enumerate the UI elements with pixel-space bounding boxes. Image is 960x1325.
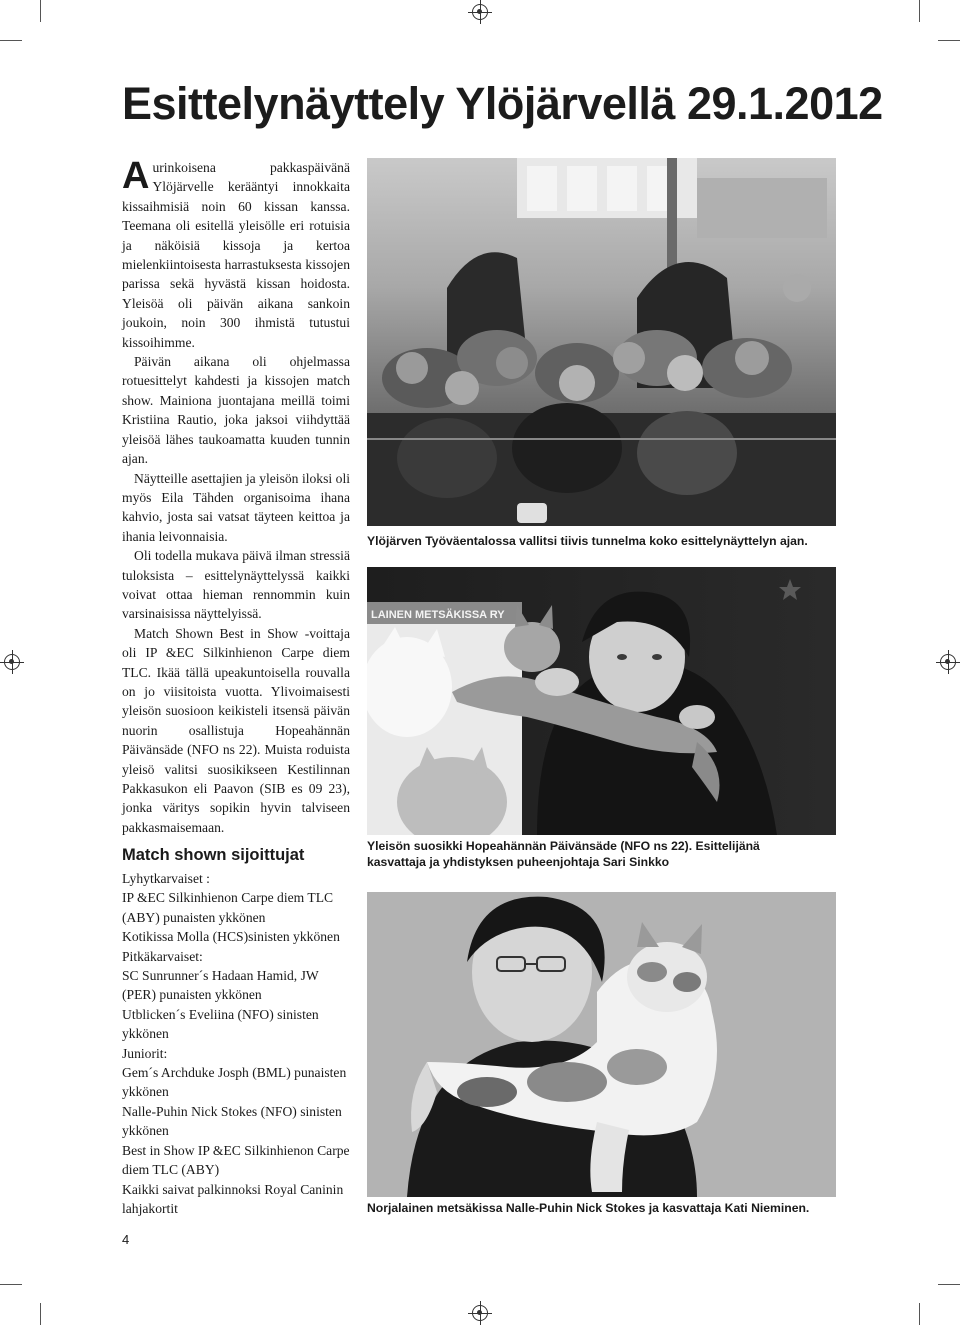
crop-mark — [919, 0, 920, 22]
registration-mark-icon — [472, 1305, 488, 1321]
page-title: Esittelynäyttely Ylöjärvellä 29.1.2012 — [122, 78, 883, 129]
article-paragraph-text: urinkoisena pakkaspäivänä Ylöjärvelle kerääntyi innokkaita kissaihmisiä noin 60 kissan kanssa. Teemana oli esitellä yleisölle eri rotuisia ja näköisiä kissoja ja kertoa mielenkiintoisesta harrastuksesta kissojen parissa sekä hyvästä kissan hoidosta. Yleisöä oli päivän aikana sankoin joukoin, noin 300 ihmistä tutustui kissoihimme. — [122, 160, 350, 350]
page-number: 4 — [122, 1232, 130, 1247]
crop-mark — [938, 1284, 960, 1285]
list-item: Nalle-Puhin Nick Stokes (NFO) sinisten ykkönen — [122, 1103, 342, 1139]
list-item: Gem´s Archduke Josph (BML) punaisten ykkönen — [122, 1065, 347, 1100]
list-item: Utblicken´s Eveliina (NFO) sinisten ykkönen — [122, 1006, 319, 1042]
crop-mark — [938, 40, 960, 41]
results-list — [122, 869, 352, 1218]
photo-kitten-presentation — [367, 567, 836, 835]
crop-mark — [40, 0, 41, 22]
registration-mark-icon — [940, 654, 956, 670]
photo-caption: Ylöjärven Työväentalossa vallitsi tiivis tunnelma koko esittelynäyttelyn ajan. — [367, 534, 808, 548]
article-paragraph: Näytteille asettajien ja yleisön iloksi oli myös Eila Tähden organisoima ihana kahvio, josta sai vatsat täyteen keittoa ja ihania leivonnaisia. — [122, 470, 350, 544]
list-item: Lyhytkarvaiset : — [122, 871, 210, 886]
photo-audience-hall — [367, 158, 836, 526]
list-item: IP &EC Silkinhienon Carpe diem TLC — [122, 890, 334, 906]
photo-forest-cat — [367, 892, 836, 1197]
drop-cap: A — [122, 155, 150, 197]
registration-mark-icon — [472, 4, 488, 20]
photo-caption: Yleisön suosikki Hopeahännän Päivänsäde (NFO ns 22). Esittelijänä kasvattaja ja yhdistyksen puheenjohtaja Sari Sinkko — [367, 839, 760, 869]
list-item: Kaikki saivat palkinnoksi Royal Caninin lahjakortit — [122, 1181, 344, 1216]
list-item: Kotikissa Molla (HCS)sinisten ykkönen — [122, 929, 340, 945]
list-item: Pitkäkarvaiset: — [122, 948, 203, 964]
list-item: (ABY) punaisten ykkönen — [122, 909, 266, 925]
crop-mark — [0, 40, 22, 41]
article-paragraph: Oli todella mukava päivä ilman stressiä tuloksista – esittelynäyttelyssä kaikki voivat ottaa hieman rennommin kuin varsinaisissa näyttelyissä. — [122, 548, 350, 622]
photo-caption: Norjalainen metsäkissa Nalle-Puhin Nick Stokes ja kasvattaja Kati Nieminen. — [367, 1201, 810, 1215]
registration-mark-icon — [4, 654, 20, 670]
list-item: Best in Show IP &EC Silkinhienon Carpe diem TLC (ABY) — [122, 1142, 350, 1178]
crop-mark — [919, 1303, 920, 1325]
results-heading: Match shown sijoittujat — [122, 846, 305, 864]
article-paragraph: Match Shown Best in Show -voittaja oli IP &EC Silkinhienon Carpe diem TLC. Ikää tällä upeakuntoisella rouvalla on jo viisitoista vuotta. Ylivoimaisesti yleisön suosioon keikisteli itsensä päivän nuorin osallistuja Hopeahännän Päivänsäde (NFO ns 22). Muista roduista yleisö valitsi suosikikseen Kestilinnan Pakkasukon eli Paavon (SIB es 09 23), jonka väritys sopikin hyvin talviseen pakkasmaisemaan. — [122, 625, 350, 835]
article-body — [122, 155, 350, 837]
banner-text: LAINEN METSÄKISSA RY — [371, 609, 505, 621]
crop-mark — [40, 1303, 41, 1325]
article-paragraph: Päivän aikana oli ohjelmassa rotuesittelyt kahdesti ja kissojen match show. Mainiona juontajana meillä toimi Kristiina Rautio, joka jaksoi viihdyttää yleisöä lähes taukoamatta kuuden tunnin ajan. — [122, 354, 350, 467]
list-item: Juniorit: — [122, 1045, 168, 1061]
crop-mark — [0, 1284, 22, 1285]
article-paragraph — [122, 155, 350, 352]
list-item: SC Sunrunner´s Hadaan Hamid, JW (PER) punaisten ykkönen — [122, 968, 319, 1003]
